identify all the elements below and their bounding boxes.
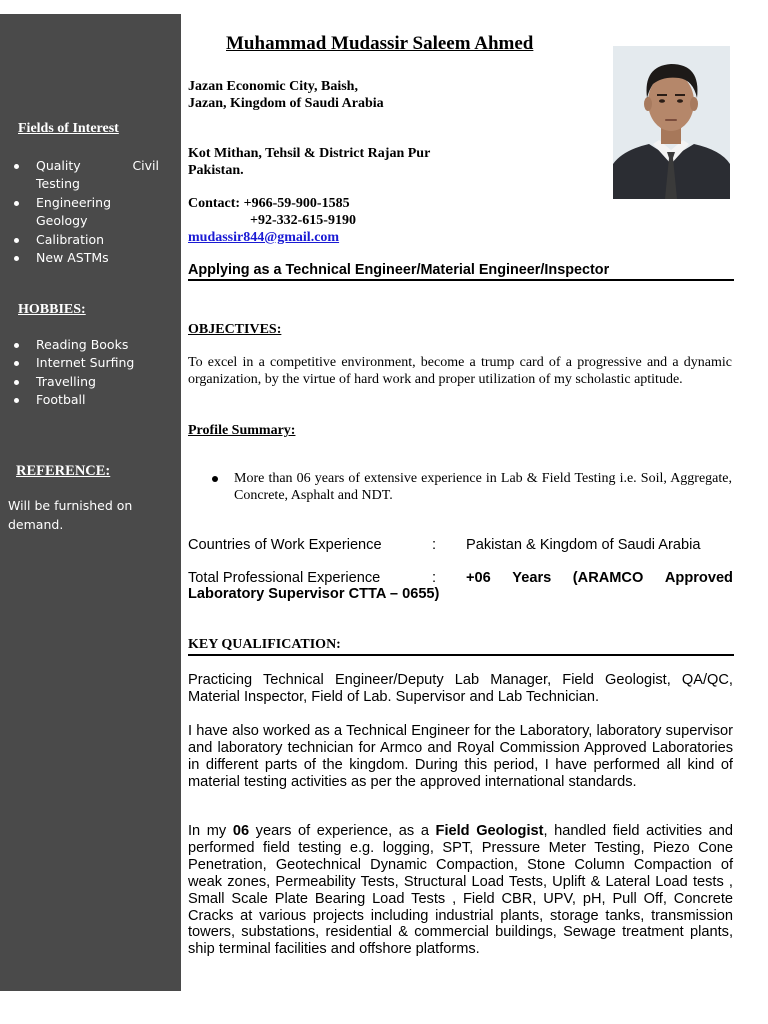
bullet-icon: [212, 476, 218, 482]
objectives-title: OBJECTIVES:: [188, 322, 282, 337]
list-item: Football: [0, 391, 181, 409]
qualification-title: KEY QUALIFICATION:: [188, 637, 341, 652]
list-item: Travelling: [0, 373, 181, 391]
qualification-para-2: I have also worked as a Technical Engineer for the Laboratory, laboratory supervisor and laboratory technician for Armco and Royal Commission Approved Laboratories in different parts of the kingdom. During this period, I have performed all kind of material testing activities as per the approved international standards.: [188, 723, 733, 790]
countries-value: Pakistan & Kingdom of Saudi Arabia: [466, 537, 701, 553]
applying-for: Applying as a Technical Engineer/Material Engineer/Inspector: [188, 262, 610, 278]
countries-row: [188, 537, 700, 553]
total-value: +06 Years (ARAMCO Approved: [466, 570, 733, 586]
reference-heading: REFERENCE:: [16, 463, 111, 479]
profile-photo: [613, 46, 730, 199]
contact-label: Contact:: [188, 196, 241, 211]
profile-bullet: More than 06 years of extensive experience in Lab & Field Testing i.e. Soil, Aggregate, Concrete, Asphalt and NDT.: [234, 471, 732, 503]
address-pakistan: [188, 145, 430, 179]
list-item: New ASTMs: [0, 249, 181, 267]
qualification-para-3: In my 06 years of experience, as a Field Geologist, handled field activities and performed field testing e.g. logging, SPT, Pressure Meter Testing, Piezo Cone Penetration, Geotechnical Dynamic Compaction, Stone Column Compaction of weak zones, Permeability Tests, Structural Load Tests, Uplift & Lateral Load tests , Small Scale Plate Bearing Load Tests , Field CBR, UPV, pH, Pull Off, Concrete Cracks at various projects including industrial plants, storage tanks, transmission towers, substations, residential & commercial buildings, Sewage treatment plants, ship terminal facilities and offshore platforms.: [188, 823, 734, 958]
phone-number: +966-59-900-1585: [243, 196, 350, 211]
countries-label: Countries of Work Experience: [188, 537, 382, 553]
list-item: Reading Books: [0, 336, 181, 354]
phone-number: +92-332-615-9190: [250, 213, 356, 228]
address-line: Kot Mithan, Tehsil & District Rajan Pur: [188, 146, 431, 161]
fields-list: [0, 157, 181, 267]
list-item: Internet Surfing: [0, 354, 181, 372]
list-item: Calibration: [0, 231, 181, 249]
address-line: Jazan Economic City, Baish,: [188, 79, 358, 94]
divider: [188, 654, 734, 656]
sidebar: [0, 14, 181, 991]
hobbies-list: [0, 336, 181, 410]
portrait-image: [613, 46, 730, 199]
qualification-para-1: Practicing Technical Engineer/Deputy Lab Manager, Field Geologist, QA/QC, Material Inspector, Field of Lab. Supervisor and Lab Technician.: [188, 672, 733, 705]
address-line: Jazan, Kingdom of Saudi Arabia: [188, 96, 384, 111]
separator: :: [432, 570, 437, 586]
candidate-name: Muhammad Mudassir Saleem Ahmed: [226, 33, 534, 54]
profile-title: Profile Summary:: [188, 423, 296, 438]
total-label: Total Professional Experience: [188, 570, 381, 586]
address-line: Pakistan.: [188, 163, 244, 178]
objectives-text: To excel in a competitive environment, become a trump card of a progressive and a dynamic organization, by the virtue of hard work and proper utilization of my scholastic aptitude.: [188, 355, 732, 387]
email-link[interactable]: mudassir844@gmail.com: [188, 230, 340, 245]
reference-text: Will be furnished on demand.: [8, 498, 133, 532]
hobbies-heading: HOBBIES:: [18, 302, 86, 317]
divider: [188, 279, 734, 281]
contact-block: [188, 195, 356, 246]
list-item: Quality Civil Testing: [0, 157, 181, 194]
total-value-cont: Laboratory Supervisor CTTA – 0655): [188, 586, 440, 602]
total-experience-row: [188, 570, 733, 602]
separator: :: [432, 537, 437, 553]
list-item: Engineering Geology: [0, 194, 181, 231]
address-saudi: [188, 78, 384, 112]
fields-heading: Fields of Interest: [18, 121, 119, 136]
